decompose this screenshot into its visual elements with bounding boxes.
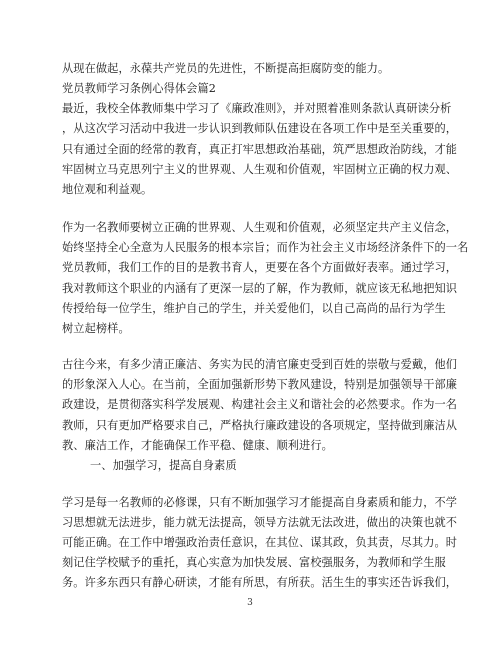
paragraph-line: 古往今来，有多少清正廉洁、务实为民的清官廉吏受到百姓的崇敬与爱戴，他们	[62, 358, 458, 371]
paragraph-line: 的形象深入人心。在当前，全面加强新形势下教风建设，特别是加强领导干部廉	[62, 378, 458, 391]
paragraph-line: 政建设，是贯彻落实科学发展观、构建社会主义和谐社会的必然要求。作为一名	[62, 398, 458, 411]
paragraph-line: 地位观和利益观。	[62, 183, 153, 196]
paragraph-line: 刻记住学校赋予的重托，真心实意为加快发展、富校强服务，为教师和学生服	[62, 556, 446, 569]
page-number: 3	[247, 598, 253, 608]
paragraph-line: 习思想就无法进步，能力就无法提高，领导方法就无法改进，做出的决策也就不	[62, 516, 458, 529]
subsection-heading: 一、加强学习，提高自身素质	[90, 459, 237, 472]
paragraph-line: 始终坚持全心全意为人民服务的根本宗旨；而作为社会主义市场经济条件下的一名	[62, 241, 469, 254]
paragraph-line: 教、廉洁工作，才能确保工作平稳、健康、顺利进行。	[62, 439, 333, 452]
section-heading: 党员教师学习条例心得体会篇2	[62, 82, 216, 95]
paragraph-line: 学习是每一名教师的必修课，只有不断加强学习才能提高自身素质和能力，不学	[62, 496, 458, 509]
paragraph-line: 牢固树立马克思列宁主义的世界观、人生观和价值观，牢固树立正确的权力观、	[62, 163, 458, 176]
paragraph-line: 可能正确。在工作中增强政治责任意识，在其位、谋其政，负其责，尽其力。时	[62, 536, 458, 549]
paragraph-line: 务。许多东西只有静心研读，才能有所思，有所获。活生生的事实还告诉我们，	[62, 576, 458, 589]
paragraph-line: 教师，只有更加严格要求自己，严格执行廉政建设的各项规定，坚持做到廉洁从	[62, 419, 458, 432]
paragraph-line: ，从这次学习活动中我进一步认识到教师队伍建设在各项工作中是至关重要的，	[62, 122, 458, 135]
paragraph-line: 树立起榜样。	[62, 322, 130, 335]
paragraph-line: 作为一名教师要树立正确的世界观、人生观和价值观，必须坚定共产主义信念，	[62, 221, 458, 234]
paragraph-line: 传授给每一位学生，维护自己的学生，并关爱他们，以自己高尚的品行为学生	[62, 302, 446, 315]
paragraph-line: 党员教师，我们工作的目的是教书育人，更要在各个方面做好表率。通过学习，	[62, 261, 458, 274]
paragraph-line: 我对教师这个职业的内涵有了更深一层的了解，作为教师，就应该无私地把知识	[62, 282, 458, 295]
paragraph-line: 从现在做起，永葆共产党员的先进性，不断提高拒腐防变的能力。	[62, 62, 390, 75]
paragraph-line: 最近，我校全体教师集中学习了《廉政准则》，并对照着准则条款认真研读分析	[62, 102, 452, 115]
paragraph-line: 只有通过全面的经常的教育，真正打牢思想政治基础，筑严思想政治防线，才能	[62, 143, 458, 156]
